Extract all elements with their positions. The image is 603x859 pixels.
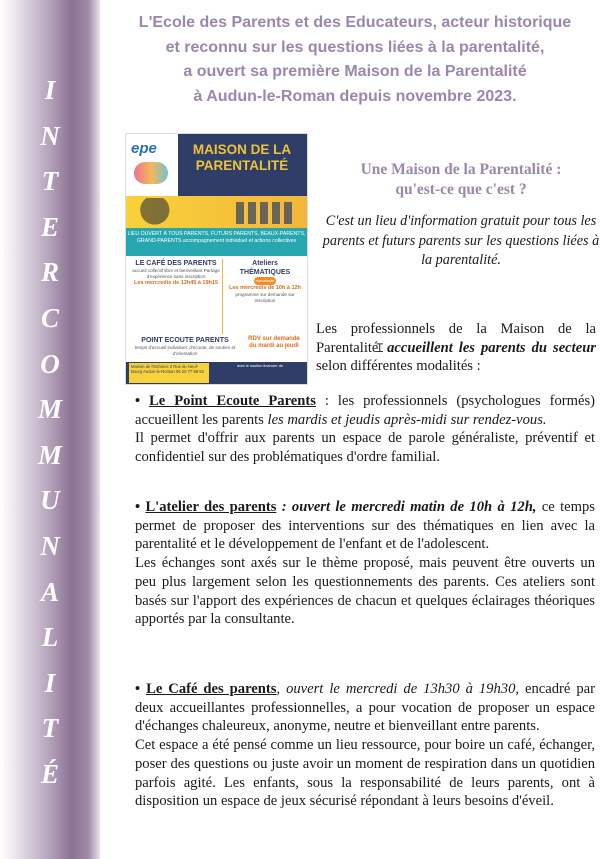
epe-logo: epe bbox=[126, 134, 178, 196]
vertical-letter: U bbox=[40, 485, 60, 516]
vertical-letter: A bbox=[40, 576, 59, 607]
poster-sponsors: avec le soutien financier de bbox=[236, 364, 283, 368]
vertical-letter: N bbox=[40, 530, 60, 561]
vertical-letter: I bbox=[44, 667, 56, 698]
poster-point-block: POINT ECOUTE PARENTS temps d'accueil individuel, d'écoute, de soutien et d'orientation bbox=[134, 337, 236, 356]
new-badge: nouveauté bbox=[255, 278, 275, 283]
hands-icon bbox=[134, 198, 186, 228]
logo-figures-icon bbox=[134, 162, 168, 184]
vertical-letter: O bbox=[40, 348, 60, 379]
vertical-letter: E bbox=[40, 211, 59, 242]
vertical-letter: L bbox=[41, 622, 59, 653]
vertical-letter: M bbox=[37, 394, 62, 425]
vertical-letter: N bbox=[40, 120, 60, 151]
vertical-letter: R bbox=[40, 257, 59, 288]
vertical-letter: M bbox=[37, 439, 62, 470]
intro-paragraph: C'est un lieu d'information gratuit pour tous les parents et futurs parents sur les questions liées à la parentalité. bbox=[322, 213, 600, 268]
section-cafe: • Le Café des parents, ouvert le mercredi de 13h30 à 19h30, encadré par deux accueillantes professionnelles, a pour vocation de proposer un espace d'échanges chaleureux, anonyme, neutre et bienveillant entre parents. Cet espace a été pensé comme un lieu ressource, pour boire un café, échanger, poser des questions ou juste avoir un moment de respiration dans un quotidien parfois agité. Les enfants, sous la responsabilité de leurs parents, ont à disposition un espace de jeux sécurisé répondant à leurs besoins d'éveil. bbox=[135, 681, 595, 810]
text-cursor-icon: Ɪ bbox=[376, 340, 384, 355]
vertical-title bbox=[0, 68, 100, 798]
headline-line: et reconnu sur les questions liées à la parentalité, bbox=[165, 38, 545, 56]
cafe-title: Le Café des parents bbox=[146, 681, 277, 697]
headline-line: à Audun-le-Roman depuis novembre 2023. bbox=[193, 87, 517, 105]
sidebar-band bbox=[0, 0, 100, 859]
poster-header bbox=[126, 134, 307, 196]
atelier-title: L'atelier des parents bbox=[145, 499, 277, 515]
poster-address: Maison de l'Enfance 2 Rue du Neuf-Bourg Audun-le-Roman 06 20 77 99 53 bbox=[129, 363, 209, 383]
headline-line: a ouvert sa première Maison de la Parentalité bbox=[183, 63, 527, 80]
section-point-ecoute: • Le Point Ecoute Parents : les professionnels (psychologues formés) accueillent les parents les mardis et jeudis après-midi sur rendez-vous. Il permet d'offrir aux parents un espace de parole généraliste, préventif et confidentiel sur des problématiques d'ordre familial. bbox=[135, 393, 596, 466]
headline bbox=[110, 11, 600, 109]
poster-banner: LIEU OUVERT À TOUS PARENTS, FUTURS PARENTS, BEAUX-PARENTS, GRAND-PARENTS accompagnement individuel et actions collectives bbox=[126, 228, 307, 256]
section-subtitle: Une Maison de la Parentalité : qu'est-ce que c'est ? bbox=[360, 161, 562, 198]
vertical-letter: C bbox=[40, 302, 59, 333]
maison-parentalite-poster bbox=[125, 133, 308, 385]
section-atelier: • L'atelier des parents : ouvert le mercredi matin de 10h à 12h, ce temps permet de proposer des interventions sur des thématiques en lien avec la parentalité et le développement de l'enfant et de l'adolescent. Les échanges sont axés sur le thème proposé, mais peuvent être ouverts un peu plus largement selon les questionnements des parents. Ces ateliers sont basés sur l'apport des expériences de chacun et quelques éclairages théoriques apportés par la consultante. bbox=[135, 499, 595, 628]
poster-cafe-block: LE CAFÉ DES PARENTS accueil collectif libre et bienveillant Partage d'expérience sans inscription Les mercredis de 13h45 à 19h15 bbox=[130, 259, 223, 334]
point-ecoute-title: Le Point Ecoute Parents bbox=[149, 393, 316, 409]
poster-title: MAISON DE LA PARENTALITÉ bbox=[192, 142, 292, 173]
professionals-paragraph: Les professionnels de la Maison de la ParentalitéꞮ accueillent les parents du secteur selon différentes modalités : bbox=[316, 321, 596, 375]
poster-footer bbox=[126, 362, 307, 384]
vertical-letter: T bbox=[41, 166, 59, 197]
vertical-letter: É bbox=[40, 758, 59, 789]
poster-ateliers-block: Ateliers THÉMATIQUES nouveauté Les mercredis de 10h à 12h programme sur demande sur inscription bbox=[229, 260, 301, 303]
headline-line: L'Ecole des Parents et des Educateurs, acteur historique bbox=[138, 14, 572, 31]
vertical-letter: I bbox=[44, 75, 56, 105]
vertical-letter: T bbox=[41, 713, 59, 744]
family-houses-icon bbox=[236, 202, 296, 224]
poster-rdv: RDV sur demande du mardi au jeudi bbox=[248, 336, 300, 349]
poster-illustration bbox=[126, 196, 307, 228]
